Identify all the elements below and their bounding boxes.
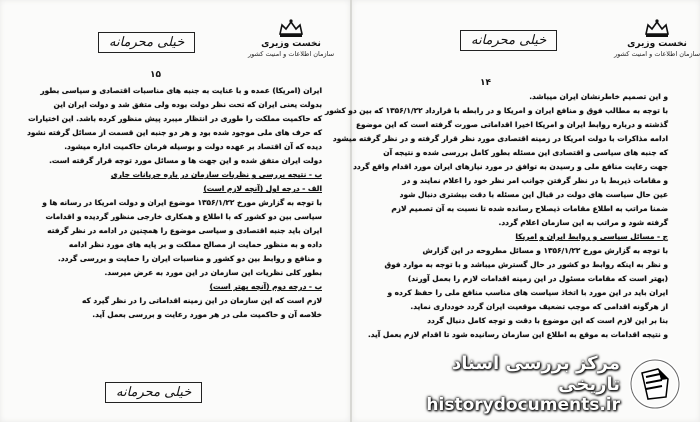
text-line: بنا بر این لازم است که این موضوع با دقت و توجه کامل دنبال گردد [427,316,668,325]
text-line: و این تصمیم خاطرنشان ایران میباشد. [529,92,668,101]
text-line: ایران باید در این مورد با اتخاذ سیاست های مناسب منافع ملی را حفظ کرده و [387,288,668,297]
text-line: با توجه به گزارش مورخ ۱۳۵۶/۱/۲۲ و مسائل مطروحه در این گزارش [422,246,668,255]
text-line: گذشته و درباره روابط ایران و امریکا اخیرا اقداماتی صورت گرفته است که این موضوع [355,120,668,129]
imperial-crown-icon [276,18,306,38]
organization-title: سازمان اطلاعات و امنیت کشور [614,50,700,58]
text-line: و نظر به اینکه روابط دو کشور در حال گسترش میباشد و با توجه به موارد فوق [384,260,668,269]
ministry-title: نخست وزیری [627,39,687,49]
text-line: بدولت یعنی ایران که تحت نظر دولت بوده ولی متفق شد و دولت ایران این [53,100,322,109]
text-line: عین حال سیاست های دولت در قبال این مسئله با دقت بیشتری دنبال شود [399,190,668,199]
classification-stamp-top: خیلی محرمانه [98,32,195,53]
classification-stamp-bottom: خیلی محرمانه [105,382,202,403]
text-line: که حاکمیت مملکت را طوری در انتظار میبرد پیش منظور کرده باشد. این اختیارات [28,114,322,123]
text-line: داده و به منظور حمایت از مصالح مملکت و بر پایه های مورد نظر ادامه [68,240,322,249]
text-line: گرفته شود و مراتب به این سازمان اعلام گردد. [498,218,668,227]
text-line: که جنبه های سیاسی و اقتصادی این مسئله بطور کامل بررسی شده و نتیجه آن [383,148,668,157]
text-line: ب - درجه دوم (آنچه بهتر است) [209,282,322,291]
text-line: ب - نتیجه بررسی و نظریات سازمان در باره جریانات جاری [110,170,322,179]
watermark-url: historydocuments.ir [426,395,620,415]
text-line: جهت رعایت منافع ملی و رسیدن به توافق در مورد نیازهای ایران مورد اقدام واقع گردد [353,162,668,171]
text-line: لازم است که این سازمان در این زمینه اقداماتی را در نظر گیرد که [82,296,322,305]
archive-logo-icon [628,357,682,411]
text-line: خلاصه آن و حاکمیت ملی در هر مورد رعایت و بررسی بعمل آید. [92,310,322,319]
organization-title: سازمان اطلاعات و امنیت کشور [248,50,335,58]
ministry-title: نخست وزیری [261,39,321,49]
text-line: با توجه به گزارش مورخ ۱۳۵۶/۱/۲۲ موضوع ایران و دولت امریکا در رسانه ها و [42,198,322,207]
text-line: با توجه به مطالب فوق و منافع ایران و امریکا و در رابطه با قرارداد ۱۳۵۶/۱/۲۲ که بین دو کشور [325,106,668,115]
classification-stamp-top: خیلی محرمانه [460,30,557,51]
text-line: و نتیجه اقدامات به موقع به اطلاع این سازمان رسانیده شود تا اقدام لازم بعمل آید. [367,330,668,339]
text-line: دیده که آن اقتصاد بر عهده دولت و بوسیله فرمان حاکمیت اداره میشود. [64,142,322,151]
text-line: و منافع و روابط بین دو کشور و مناسبات ایران را حمایت و بررسی گردد. [58,254,322,263]
text-line: ادامه مذاکرات با دولت امریکا در زمینه اقتصادی مورد نظر قرار گرفته و در نظر گرفته میشود [332,134,668,143]
page-number: ۱۵ [150,70,161,80]
text-line: ایران باید جنبه اقتصادی و سیاسی موضوع را همچنین در ادامه در نظر گرفته [47,226,322,235]
text-line: سیاسی بین دو کشور که با اطلاع و همکاری خارجی منظور گردیده و اقدامات [45,212,322,221]
text-line: ایران (امریکا) عمده و با عنایت به جنبه های مناسبات اقتصادی و سیاسی بطور [40,86,322,95]
letterhead-emblem [248,18,334,58]
text-line: الف - درجه اول (آنچه لازم است) [203,184,322,193]
letterhead-emblem [614,18,700,58]
document-body [325,90,668,342]
text-line: دولت ایران متفق شده و این جهت ها و مسائل مورد توجه قرار گرفته است. [49,156,322,165]
imperial-crown-icon [642,18,672,38]
text-line: از هرگونه اقدامی که موجب تضعیف موقعیت ایران گردد خودداری نماید. [410,302,668,311]
page-number: ۱۴ [480,78,491,88]
text-line: ج - مسائل سیاسی و روابط ایران و امریکا [515,232,668,241]
text-line: ضمنا مراتب به اطلاع مقامات ذیصلاح رسانده شده تا نسبت به آن تصمیم لازم [391,204,668,213]
text-line: بطور کلی نظریات این سازمان در این مورد به عرض میرسد. [104,268,322,277]
watermark-name: مرکز بررسی اسناد تاریخی [452,353,620,395]
text-line: که حرف های ملی موجود شده بود و هر دو جنبه این قسمت از مسائل گرفته نشود [27,128,322,137]
watermark [392,350,682,418]
text-line: (بهتر است که مقامات مسئول در این زمینه اقدامات لازم را بعمل آورند) [407,274,668,283]
document-body [22,84,322,322]
text-line: و مقامات ذیربط با در نظر گرفتن جوانب امر نظر خود را اعلام نمایند و در [402,176,668,185]
